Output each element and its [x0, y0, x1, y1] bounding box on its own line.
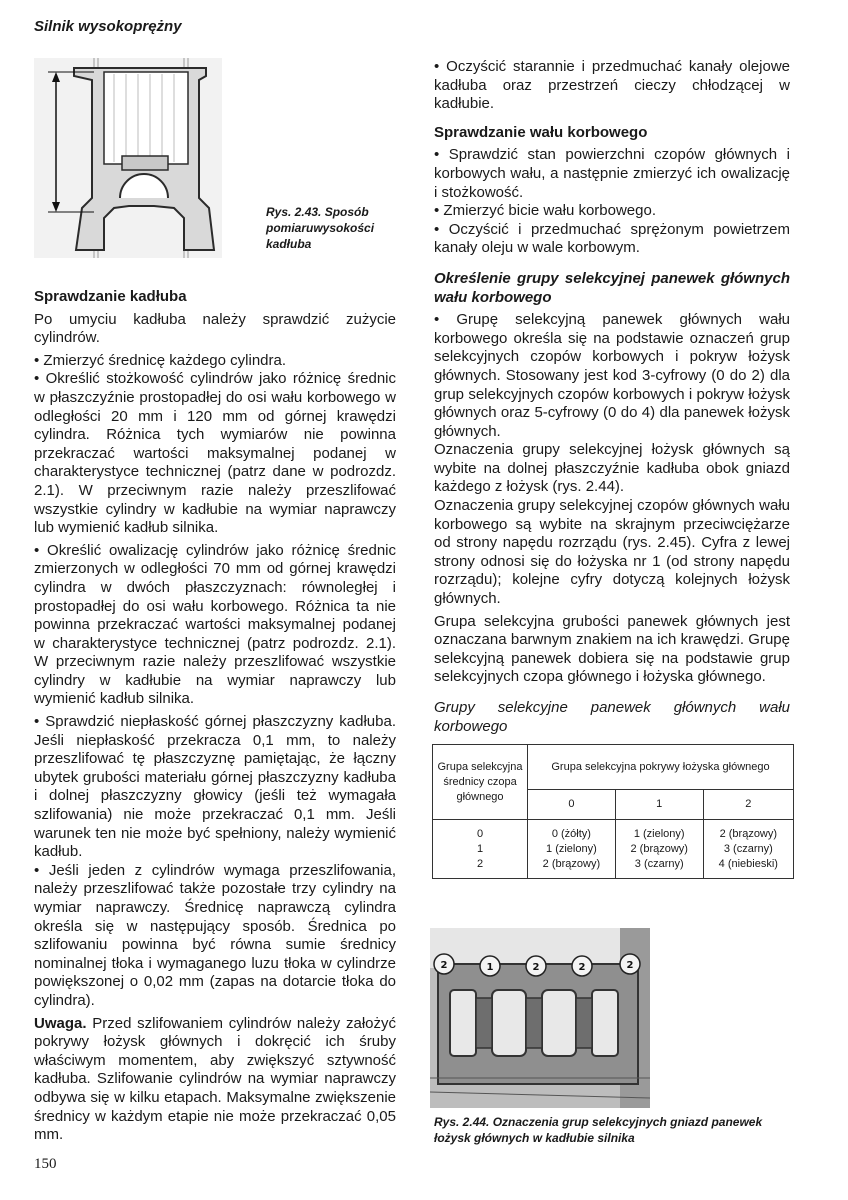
section-heading-block-check: Sprawdzanie kadłuba: [34, 288, 187, 305]
bullet-item: • Określić stożkowość cylindrów jako różnicę średnic w płaszczyźnie prostopadłej do osi wału korbowego w odległości 20 mm i 120 mm od górnej krawędzi cylindra. Różnica tych wymiarów nie powinna przekraczać wartości maksymalnej podanej w charakterystyce technicznej (patrz dane w podrozdz. 2.1). W przeciwnym razie należy przeszlifować wszystkie cylindry w kadłubie na wymiar naprawczy lub wymienić kadłub silnika.: [34, 370, 396, 537]
body-paragraph: Oznaczenia grupy selekcyjnej czopów głównych wału korbowego są wybite na skrajnym przeciwciężarze od strony napędu rozrządu (rys. 2.45). Cyfra z lewej strony odnosi się do łożyska nr 1 (od strony napędu rozrządu); kolejne cyfry dotyczą kolejnych łożysk głównych.: [434, 497, 790, 608]
bullet-item: • Grupę selekcyjną panewek głównych wału korbowego określa się na podstawie oznaczeń grup selekcyjnych czopów korbowych i pokryw łożysk głównych. Stosowany jest kod 3-cyfrowy (0 do 2) dla grup selekcyjnych czopów korbowych i pokryw łożysk głównych oraz 5-cyfrowy (0 do 4) dla panewek łożysk głównych.: [434, 311, 790, 441]
cylinder-cross-section-drawing: [34, 58, 222, 258]
bullet-item: • Sprawdzić stan powierzchni czopów głównych i korbowych wału, a następnie zmierzyć ich owalizację i stożkowość.: [434, 146, 790, 202]
engine-block-underside-photo: [430, 928, 650, 1108]
bearing-mark: 2: [578, 962, 586, 973]
running-head: Silnik wysokoprężny: [34, 18, 182, 35]
table-column-header: 0: [528, 790, 616, 820]
table-group-header: Grupa selekcyjna pokrywy łożyska głównego: [528, 745, 794, 790]
table-row: [433, 820, 794, 879]
body-paragraph: Grupa selekcyjna grubości panewek głównych jest oznaczana barwnym znakiem na ich krawędzi. Grupę selekcyjną panewek dobiera się na podstawie grup selekcyjnych czopa głównego i łożyska głównego.: [434, 612, 790, 686]
note-label: Uwaga.: [34, 1014, 87, 1032]
table-corner-header: Grupa selekcyjna średnicy czopa głównego: [433, 745, 528, 820]
bullet-item: • Określić owalizację cylindrów jako różnicę średnic zmierzonych w odległości 70 mm od górnej krawędzi cylindra w dwóch płaszczyznach: równoległej i prostopadłej do osi wału korbowego. Różnica ta nie powinna przekraczać wartości maksymalnej podanej w charakterystyce technicznej (patrz podrozdz. 2.1). W przeciwnym razie należy przeszlifować wszystkie cylindry w kadłubie na wymiar naprawczy lub wymienić kadłub silnika.: [34, 542, 396, 709]
bearing-mark: 2: [532, 962, 540, 973]
note-text: Przed szlifowaniem cylindrów należy założyć pokrywy łożysk głównych i dokręcić ich śruby właściwym momentem, aby zwiększyć sztywność kadłuba. Szlifowanie cylindrów na wymiar naprawczy odbywa się w kilku etapach. Maksymalne zwiększenie średnicy w każdym etapie nie może przekraczać 0,05 mm.: [34, 1014, 396, 1144]
bullet-item: • Zmierzyć bicie wału korbowego.: [434, 202, 790, 221]
body-paragraph: Oznaczenia grupy selekcyjnej łożysk głównych są wybite na dolnej płaszczyźnie kadłuba obok gniazd każdego z łożysk (rys. 2.44).: [434, 441, 790, 496]
figure-244-caption: Rys. 2.44. Oznaczenia grup selekcyjnych gniazd panewek łożysk głównych w kadłubie silnika: [434, 1115, 763, 1145]
table-cell: 2 (brązowy) 3 (czarny) 4 (niebieski): [703, 820, 793, 879]
table-cell: 0 (żółty) 1 (zielony) 2 (brązowy): [528, 820, 616, 879]
right-column: [434, 58, 790, 740]
bullet-item: • Oczyścić starannie i przedmuchać kanały olejowe kadłuba oraz przestrzeń cieczy chłodzącej w kadłubie.: [434, 58, 790, 114]
intro-paragraph: Po umyciu kadłuba należy sprawdzić zużycie cylindrów.: [34, 310, 396, 347]
bearing-mark: 1: [486, 962, 494, 973]
bullet-item: • Zmierzyć średnicę każdego cylindra.: [34, 352, 396, 371]
figure-cylinder-height-measurement: [34, 58, 222, 258]
table-row: [433, 745, 794, 790]
section-heading-crankshaft-check: Sprawdzanie wału korbowego: [434, 123, 648, 141]
figure-243-caption: Rys. 2.43. Sposób pomiaruwysokości kadłuba: [266, 205, 375, 251]
table-cell: 1 (zielony) 2 (brązowy) 3 (czarny): [615, 820, 703, 879]
table-title: Grupy selekcyjne panewek głównych wału korbowego: [434, 699, 790, 735]
bearing-mark: 2: [626, 960, 634, 971]
bullet-item: • Oczyścić i przedmuchać sprężonym powietrzem kanały oleju w wale korbowym.: [434, 221, 790, 258]
note-paragraph: [34, 1015, 396, 1145]
selection-group-table: [432, 744, 794, 879]
bullet-item: • Jeśli jeden z cylindrów wymaga przeszlifowania, należy przeszlifować także pozostałe trzy cylindry na wymiar naprawczy. Średnicę naprawczą cylindra określa się w następujący sposób. Średnica po szlifowaniu powinna być równa sumie średnicy nominalnej tłoka i wymaganego luzu tłoka w cylindrze powiększonej o 0,02 mm (zapas na dotarcie tłoka do cylindra).: [34, 862, 396, 1011]
table-column-header: 1: [615, 790, 703, 820]
bullet-item: • Sprawdzić niepłaskość górnej płaszczyzny kadłuba. Jeśli niepłaskość przekracza 0,1 mm, to należy przeszlifować tę płaszczyznę pamiętając, że łączny ubytek grubości materiału górnej płaszczyzny kadłuba i dolnej płaszczyzny głowicy (jeśli też wymagała szlifowania) nie może przekraczać 0,1 mm. Jeśli warunek ten nie może być spełniony, należy wymienić kadłub.: [34, 713, 396, 862]
table-row-labels: 0 1 2: [433, 820, 528, 879]
left-column: [34, 288, 396, 1149]
table-column-header: 2: [703, 790, 793, 820]
page-number: 150: [34, 1156, 57, 1172]
bearing-mark: 2: [440, 960, 448, 971]
section-heading-selection-group: Określenie grupy selekcyjnej panewek głównych wału korbowego: [434, 269, 790, 306]
figure-engine-block-underside: [430, 928, 650, 1108]
